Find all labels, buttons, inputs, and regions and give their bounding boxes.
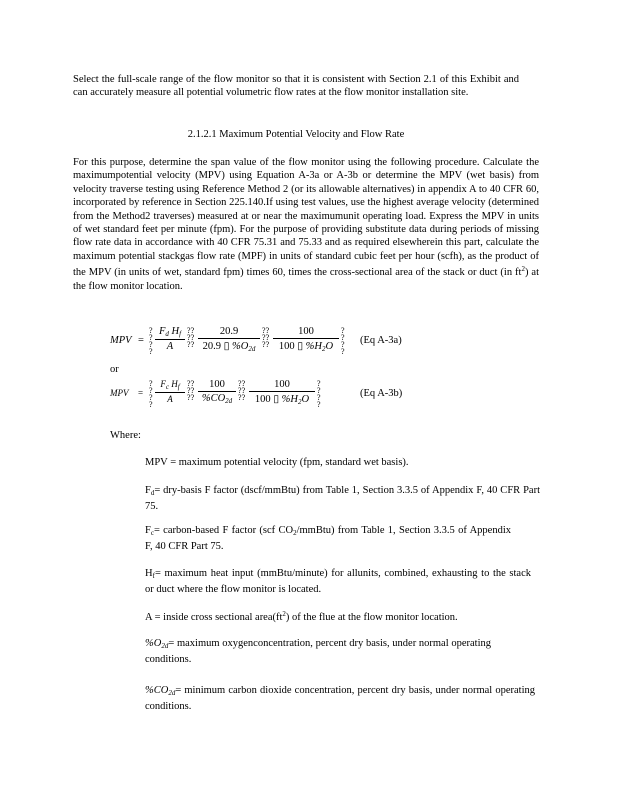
eq-a-fraction-h2o: $\frac{100}{100 ▯ \%H_2O}$ <box>273 326 339 353</box>
or-connector: or <box>110 364 119 375</box>
def-co2: $\%CO_{2d}=$ minimum carbon dioxide concentration, percent dry basis, under normal operating conditions. <box>145 685 535 713</box>
eq-a-lhs: MPV <box>110 335 132 346</box>
eq-b-bracket-left: ? ? ? ? <box>149 379 153 409</box>
def-mpv: MPV = maximum potential velocity (fpm, standard wet basis). <box>145 457 409 468</box>
def-fc: $F_c=$ carbon-based F factor (scf $CO_2/mmBtu$) from Table 1, Section 3.3.5 of Appendix F, 40 CFR Part 75. <box>145 525 511 553</box>
paragraph-select-range: Select the full-scale range of the flow monitor so that it is consistent with Section 2.1 of this Exhibit and can accurately measure all potential volumetric flow rates at the flow monitor installation site. <box>73 74 519 99</box>
eq-a-fraction-o2: $\frac{20.9}{20.9 ▯ \%O_{2d}}$ <box>198 326 260 353</box>
eq-b-label: (Eq A-3b) <box>360 388 403 399</box>
eq-b-bracket-mid1: ?? ?? ?? <box>187 379 195 402</box>
eq-a-label: (Eq A-3a) <box>360 335 402 346</box>
eq-a-bracket-mid2: ?? ?? ?? <box>262 326 270 349</box>
eq-b-fraction-h2o: $\frac{100}{100 ▯ \%H_2O}$ <box>249 379 315 406</box>
section-heading: 2.1.2.1 Maximum Potential Velocity and Flow Rate <box>187 129 405 140</box>
eq-b-bracket-right: ? ? ? ? <box>317 379 321 409</box>
eq-a-fraction-fh: $\frac{F_d H_f}{A}$ <box>155 326 185 352</box>
def-o2: $\%O_{2d}=$ maximum oxygenconcentration, percent dry basis, under normal operating conditions. <box>145 638 491 666</box>
def-hf: $H_f=$ maximum heat input (mmBtu/minute) for allunits, combined, exhausting to the stack or duct where the flow monitor is located. <box>145 568 531 596</box>
def-fd: $F_d=$ dry-basis F factor (dscf/mmBtu) from Table 1, Section 3.3.5 of Appendix F, 40 CFR Part 75. <box>145 485 540 513</box>
eq-b-fraction-co2: $\frac{100}{\%CO_{2d}}$ <box>198 379 236 405</box>
paragraph-purpose: For this purpose, determine the span value of the flow monitor using the following procedure. Calculate the maximumpotential velocity (MPV) using Equation A-3a or A-3b or determine the MPV (wet basis) from velocity traverse testing using Reference Method 2 (or its allowable alternatives) in appendix A to 40 CFR 60, incorporated by reference in Section 225.140.If using test values, use the highest average velocity (determined from the Method2 traverses) measured at or near the maximumunit operating load. Express the MPV in units of wet standard feet per minute (fpm). For the purpose of providing substitute data during periods of missing flow rate data in accordance with 40 CFR 75.31 and 75.33 and as required elsewherein this part, calculate the maximum potential stackgas flow rate (MPF) in units of standard cubic feet per hour (scfh), as the product of the MPV (in units of wet, standard fpm) times 60, times the cross-sectional area of the stack or duct (in $ft^2$) at the flow monitor location. <box>73 157 539 292</box>
eq-b-bracket-mid2: ?? ?? ?? <box>238 379 246 402</box>
eq-b-equals: = <box>138 388 144 398</box>
eq-a-equals: = <box>138 335 144 346</box>
eq-a-bracket-left: ? ? ? ? <box>149 326 153 356</box>
where-label: Where: <box>110 430 141 441</box>
eq-a-bracket-right: ? ? ? ? <box>341 326 345 356</box>
eq-b-fraction-fh: $\frac{F_c H_f}{A}$ <box>155 379 185 404</box>
eq-b-lhs: MPV <box>110 388 129 398</box>
def-area: A = inside cross sectional $area(ft^2)$ of the flue at the flow monitor location. <box>145 610 458 623</box>
eq-a-bracket-mid1: ?? ?? ?? <box>187 326 195 349</box>
